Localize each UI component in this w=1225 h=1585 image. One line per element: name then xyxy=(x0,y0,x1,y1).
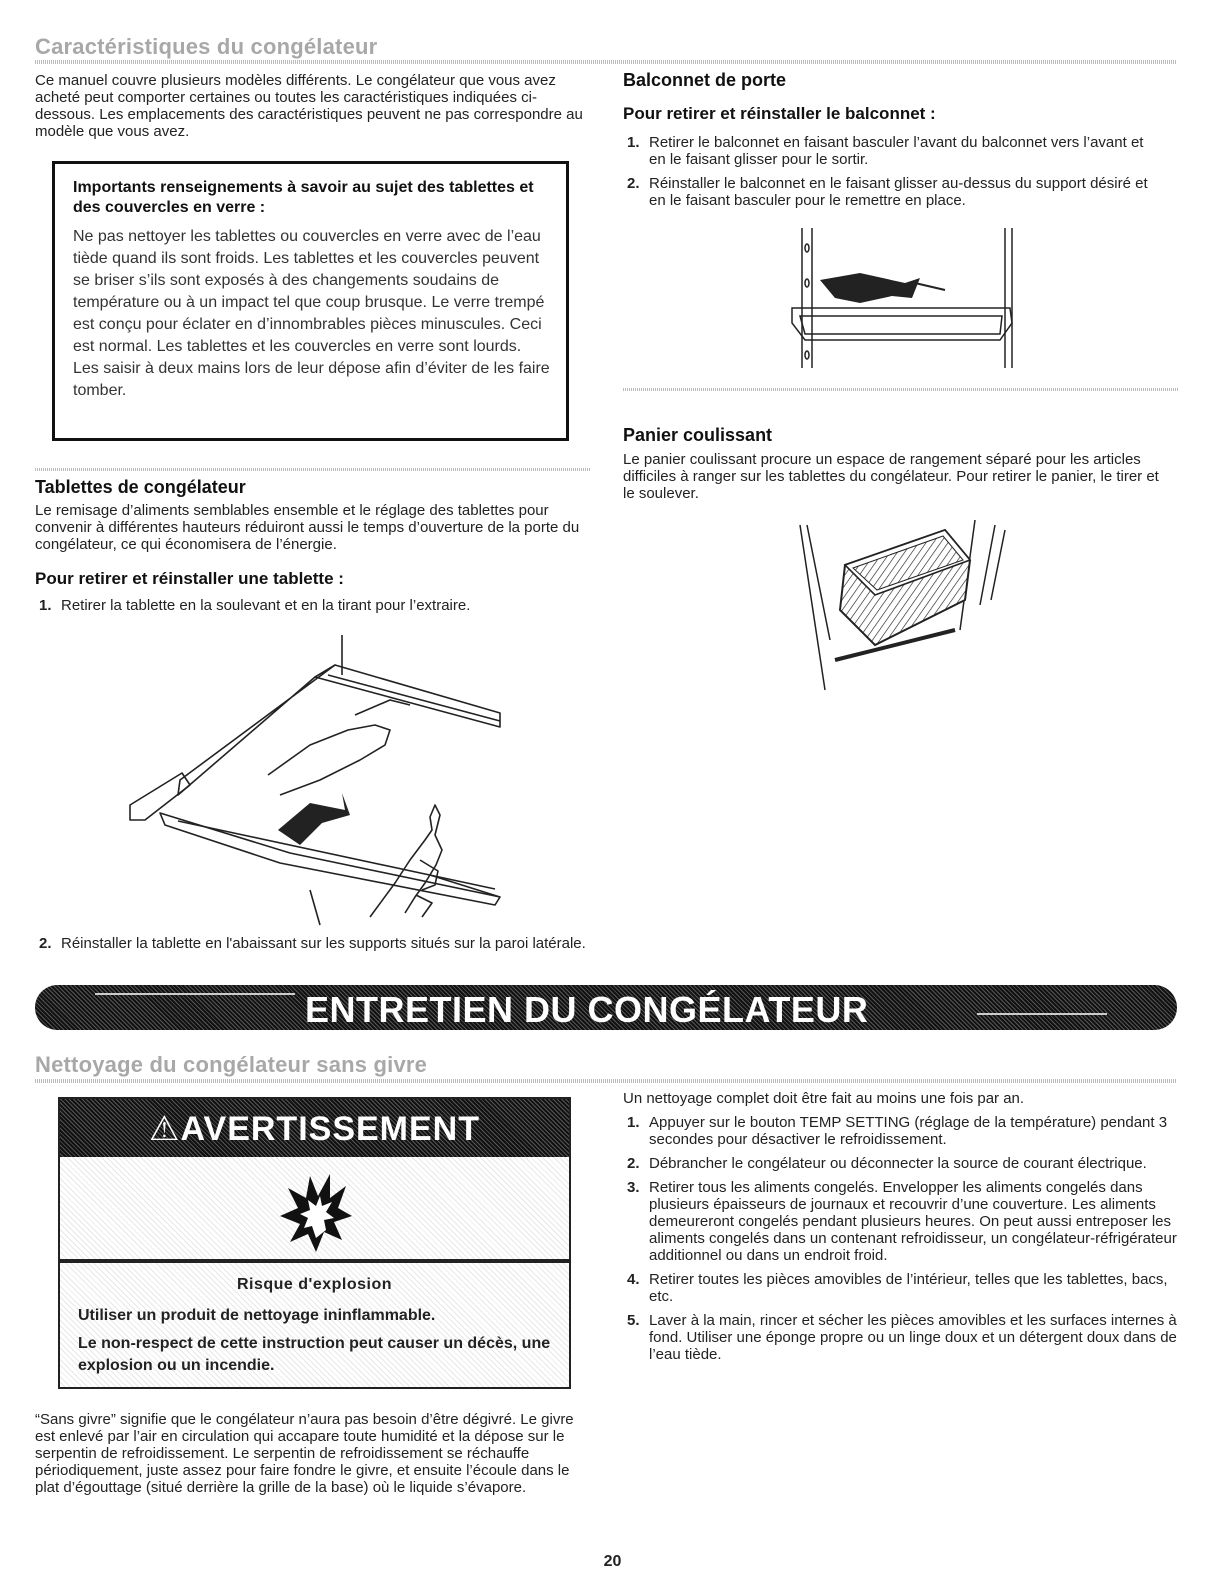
step-text: Retirer le balconnet en faisant basculer l’avant du balconnet vers l’avant et en le faisant glisser pour le sortir. xyxy=(649,134,1144,168)
warning-consequence: Le non-respect de cette instruction peut causer un décès, une explosion ou un incendie. xyxy=(78,1335,551,1374)
warning-heading xyxy=(60,1109,569,1149)
step-number: 1. xyxy=(39,597,52,614)
basket-rule xyxy=(623,388,1178,391)
warning-risk: Risque d'explosion xyxy=(236,1276,393,1293)
step-text: Débrancher le congélateur ou déconnecter la source de courant électrique. xyxy=(649,1155,1147,1172)
list-item xyxy=(35,935,590,952)
shelves-step-2 xyxy=(35,935,590,959)
banner-line xyxy=(95,993,295,995)
shelves-subheading: Pour retirer et réinstaller une tablette : xyxy=(35,569,344,588)
step-number: 2. xyxy=(39,935,52,952)
warning-instruction: Utiliser un produit de nettoyage ininflammable. xyxy=(78,1307,436,1324)
sliding-basket-illustration xyxy=(795,520,1020,695)
step-number: 1. xyxy=(627,1114,640,1131)
warning-heading-text: AVERTISSEMENT xyxy=(180,1110,480,1148)
list-item xyxy=(623,1312,1178,1363)
list-item xyxy=(623,1271,1178,1305)
step-number: 2. xyxy=(627,175,640,192)
title-rule xyxy=(35,60,1177,64)
banner-label: ENTRETIEN DU CONGÉLATEUR xyxy=(305,989,869,1030)
step-number: 4. xyxy=(627,1271,640,1288)
title-rule xyxy=(35,1079,1177,1083)
glass-info-title: Importants renseignements à savoir au sujet des tablettes et des couvercles en verre : xyxy=(73,179,534,216)
step-number: 3. xyxy=(627,1179,640,1196)
glass-info-box xyxy=(52,161,569,441)
step-text: Retirer la tablette en la soulevant et en la tirant pour l’extraire. xyxy=(61,597,471,614)
warning-separator xyxy=(60,1259,569,1263)
shelves-heading: Tablettes de congélateur xyxy=(35,477,246,497)
step-number: 5. xyxy=(627,1312,640,1329)
shelf-removal-illustration xyxy=(120,635,540,930)
step-text: Laver à la main, rincer et sécher les pièces amovibles et les surfaces internes à fond. Utiliser une éponge propre ou un linge doux et un détergent doux dans de l’eau tiède. xyxy=(649,1312,1177,1363)
basket-paragraph: Le panier coulissant procure un espace de rangement séparé pour les articles difficiles à ranger sur les tablettes du congélateur. Pour retirer le panier, le tirer et le soulever. xyxy=(623,451,1159,502)
step-text: Retirer tous les aliments congelés. Envelopper les aliments congelés dans plusieurs épaisseurs de journaux et recouvrir d’une couverture. Les aliments demeureront congelés pendant plusieurs heures. On peut aussi entreposer les aliments congelés dans un contenant refroidisseur, un congélateur-réfrigérateur additionnel ou dans un endroit froid. xyxy=(649,1179,1177,1264)
explosion-icon xyxy=(280,1172,352,1252)
list-item xyxy=(623,134,1163,168)
step-text: Appuyer sur le bouton TEMP SETTING (réglage de la température) pendant 3 secondes pour désactiver le refroidissement. xyxy=(649,1114,1168,1148)
door-bin-steps xyxy=(623,134,1163,216)
shelves-step-1 xyxy=(35,597,590,621)
section-title-cleaning: Nettoyage du congélateur sans givre xyxy=(35,1052,428,1077)
maintenance-banner xyxy=(35,985,1177,1030)
list-item xyxy=(35,597,590,614)
banner-line xyxy=(977,1013,1107,1015)
list-item xyxy=(623,1155,1178,1172)
frost-free-paragraph: “Sans givre” signifie que le congélateur n’aura pas besoin d’être dégivré. Le givre est enlevé par l’air en circulation qui accapare toute humidité et la dépose sur le serpentin de refroidissement. Le serpentin de refroidissement se réchauffe périodiquement, juste assez pour faire fondre le givre, et ensuite l’écoule dans le plat d’égouttage (situé derrière la grille de la base) où le liquide s’évapore. xyxy=(35,1411,574,1496)
intro-paragraph: Ce manuel couvre plusieurs modèles différents. Le congélateur que vous avez acheté peut comporter certaines ou toutes les caractéristiques indiquées ci-dessous. Les emplacements des caractéristiques peuvent ne pas correspondre au modèle que vous avez. xyxy=(35,72,583,140)
step-number: 2. xyxy=(627,1155,640,1172)
warning-box xyxy=(58,1097,571,1389)
warning-header xyxy=(60,1099,569,1157)
shelves-paragraph: Le remisage d’aliments semblables ensemble et le réglage des tablettes pour convenir à différentes hauteurs réduiront aussi le temps d’ouverture de la porte du congélateur, ce qui économisera de l’énergie. xyxy=(35,502,580,553)
cleaning-intro: Un nettoyage complet doit être fait au moins une fois par an. xyxy=(623,1090,1025,1107)
cleaning-steps xyxy=(623,1114,1178,1370)
step-text: Réinstaller le balconnet en le faisant glisser au-dessus du support désiré et en le faisant basculer pour le remettre en place. xyxy=(649,175,1148,209)
door-bin-heading: Balconnet de porte xyxy=(623,70,787,90)
glass-info-text: Ne pas nettoyer les tablettes ou couvercles en verre avec de l’eau tiède quand ils sont froids. Les tablettes et les couvercles peuvent se briser s’ils sont exposés à des changements soudains de température ou à un impact tel que coup brusque. Le verre trempé est conçu pour éclater en d’innombrables pièces minuscules. Ceci est normal. Les tablettes et les couvercles en verre sont lourds. Les saisir à deux mains lors de leur dépose afin d’éviter de les faire tomber. xyxy=(73,228,550,399)
list-item xyxy=(623,175,1163,209)
step-text: Réinstaller la tablette en l'abaissant sur les supports situés sur la paroi latérale. xyxy=(61,935,586,952)
shelves-rule xyxy=(35,468,590,471)
step-text: Retirer toutes les pièces amovibles de l’intérieur, telles que les tablettes, bacs, etc. xyxy=(649,1271,1168,1305)
basket-heading: Panier coulissant xyxy=(623,425,773,445)
door-bin-illustration xyxy=(780,228,1030,373)
page-number: 20 xyxy=(603,1553,622,1570)
warning-triangle-icon: ⚠ xyxy=(149,1110,181,1148)
list-item xyxy=(623,1179,1178,1264)
section-title-features: Caractéristiques du congélateur xyxy=(35,34,378,59)
list-item xyxy=(623,1114,1178,1148)
step-number: 1. xyxy=(627,134,640,151)
door-bin-subheading: Pour retirer et réinstaller le balconnet : xyxy=(623,104,936,123)
